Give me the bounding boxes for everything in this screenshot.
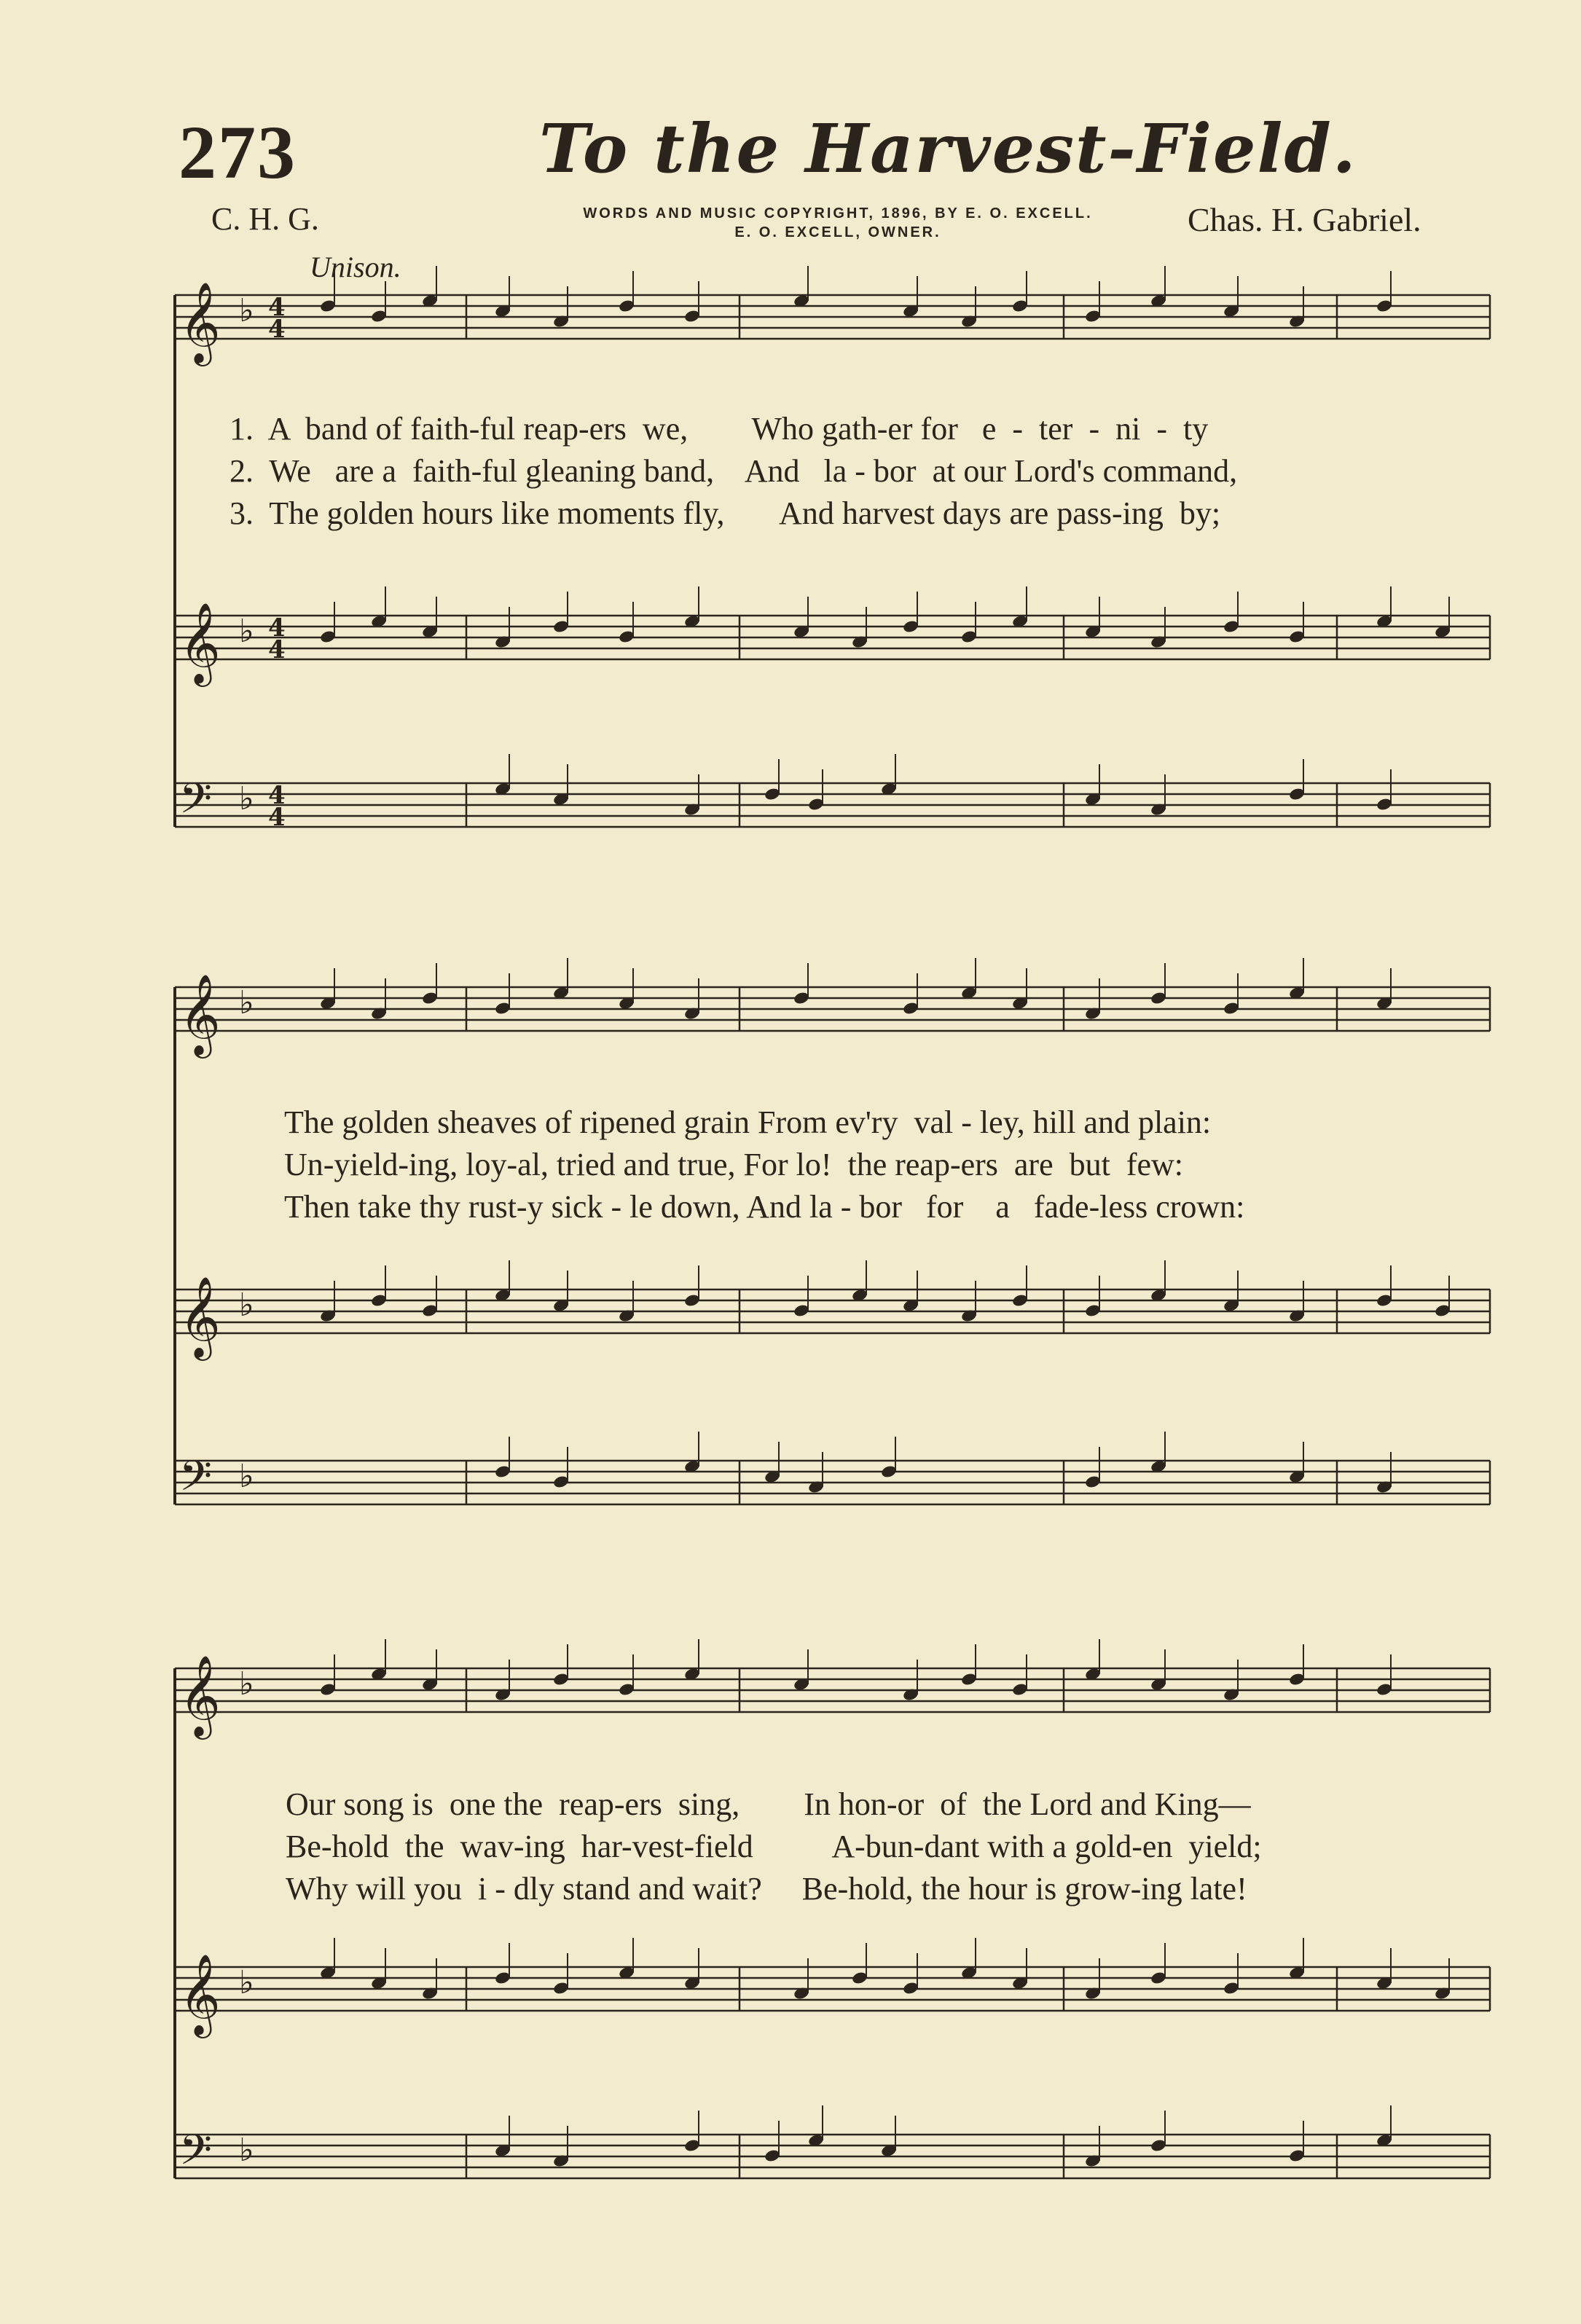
system-3-bass-staff-bass-clef: 𝄢 xyxy=(179,2125,213,2185)
system-3-melody-staff-flat-sign: ♭ xyxy=(239,1665,254,1703)
system-1-time-sig-top: 4 xyxy=(268,613,286,643)
copyright-line-1: WORDS AND MUSIC COPYRIGHT, 1896, BY E. O. EXCELL. xyxy=(583,205,1093,221)
system-2-bass-staff-bass-clef: 𝄢 xyxy=(179,1451,213,1511)
system-3-melody-staff-treble-clef: 𝄞 xyxy=(179,1654,221,1736)
unison-marking: Unison. xyxy=(310,251,401,283)
verse-line-2-1: The golden sheaves of ripened grain From ev'ry val - ley, hill and plain: xyxy=(284,1104,1212,1140)
system-2-alto-staff-treble-clef: 𝄞 xyxy=(179,1276,221,1357)
verse-line-1-1: 1. A band of faith-ful reap-ers we, Who gath-er for e - ter - ni - ty xyxy=(230,411,1209,447)
system-1-alto-staff-flat-sign: ♭ xyxy=(239,613,254,650)
system-3-alto-staff-treble-clef: 𝄞 xyxy=(179,1953,221,2035)
verse-line-1-3: 3. The golden hours like moments fly, And harvest days are pass-ing by; xyxy=(230,495,1221,531)
system-3-bass-staff-flat-sign: ♭ xyxy=(239,2132,254,2169)
system-1-time-sig-bottom: 4 xyxy=(268,315,286,344)
verse-line-3-2: Be-hold the wav-ing har-vest-field A-bun-dant with a gold-en yield; xyxy=(286,1829,1262,1864)
system-1-bass-staff-flat-sign: ♭ xyxy=(239,780,254,817)
system-1-melody-staff-treble-clef: 𝄞 xyxy=(179,281,221,363)
system-2-melody-staff-treble-clef: 𝄞 xyxy=(179,973,221,1055)
system-2-alto-staff-flat-sign: ♭ xyxy=(239,1287,254,1324)
hymn-number: 273 xyxy=(178,111,297,195)
system-2-bass-staff-flat-sign: ♭ xyxy=(239,1458,254,1495)
verse-line-2-3: Then take thy rust-y sick - le down, And la - bor for a fade-less crown: xyxy=(284,1189,1245,1225)
system-1-melody-staff-flat-sign: ♭ xyxy=(239,292,254,329)
hymn-title: To the Harvest-Field. xyxy=(539,109,1357,188)
verse-line-2-2: Un-yield-ing, loy-al, tried and true, For lo! the reap-ers are but few: xyxy=(284,1147,1184,1182)
system-1-time-sig-top: 4 xyxy=(268,781,286,810)
system-1-bass-staff-bass-clef: 𝄢 xyxy=(179,774,213,833)
music-author: Chas. H. Gabriel. xyxy=(1188,201,1421,238)
system-1-time-sig-top: 4 xyxy=(268,293,286,322)
copyright-line-2: E. O. EXCELL, OWNER. xyxy=(734,224,941,240)
words-author: C. H. G. xyxy=(211,201,319,237)
verse-line-1-2: 2. We are a faith-ful gleaning band, And la - bor at our Lord's command, xyxy=(230,453,1238,489)
system-3-alto-staff-flat-sign: ♭ xyxy=(239,1964,254,2001)
system-1-time-sig-bottom: 4 xyxy=(268,803,286,832)
verse-line-3-3: Why will you i - dly stand and wait? Be-hold, the hour is grow-ing late! xyxy=(286,1871,1247,1907)
verse-line-3-1: Our song is one the reap-ers sing, In hon-or of the Lord and King— xyxy=(286,1786,1251,1822)
system-1-alto-staff-treble-clef: 𝄞 xyxy=(179,602,221,683)
system-1-time-sig-bottom: 4 xyxy=(268,635,286,664)
system-2-melody-staff-flat-sign: ♭ xyxy=(239,984,254,1021)
